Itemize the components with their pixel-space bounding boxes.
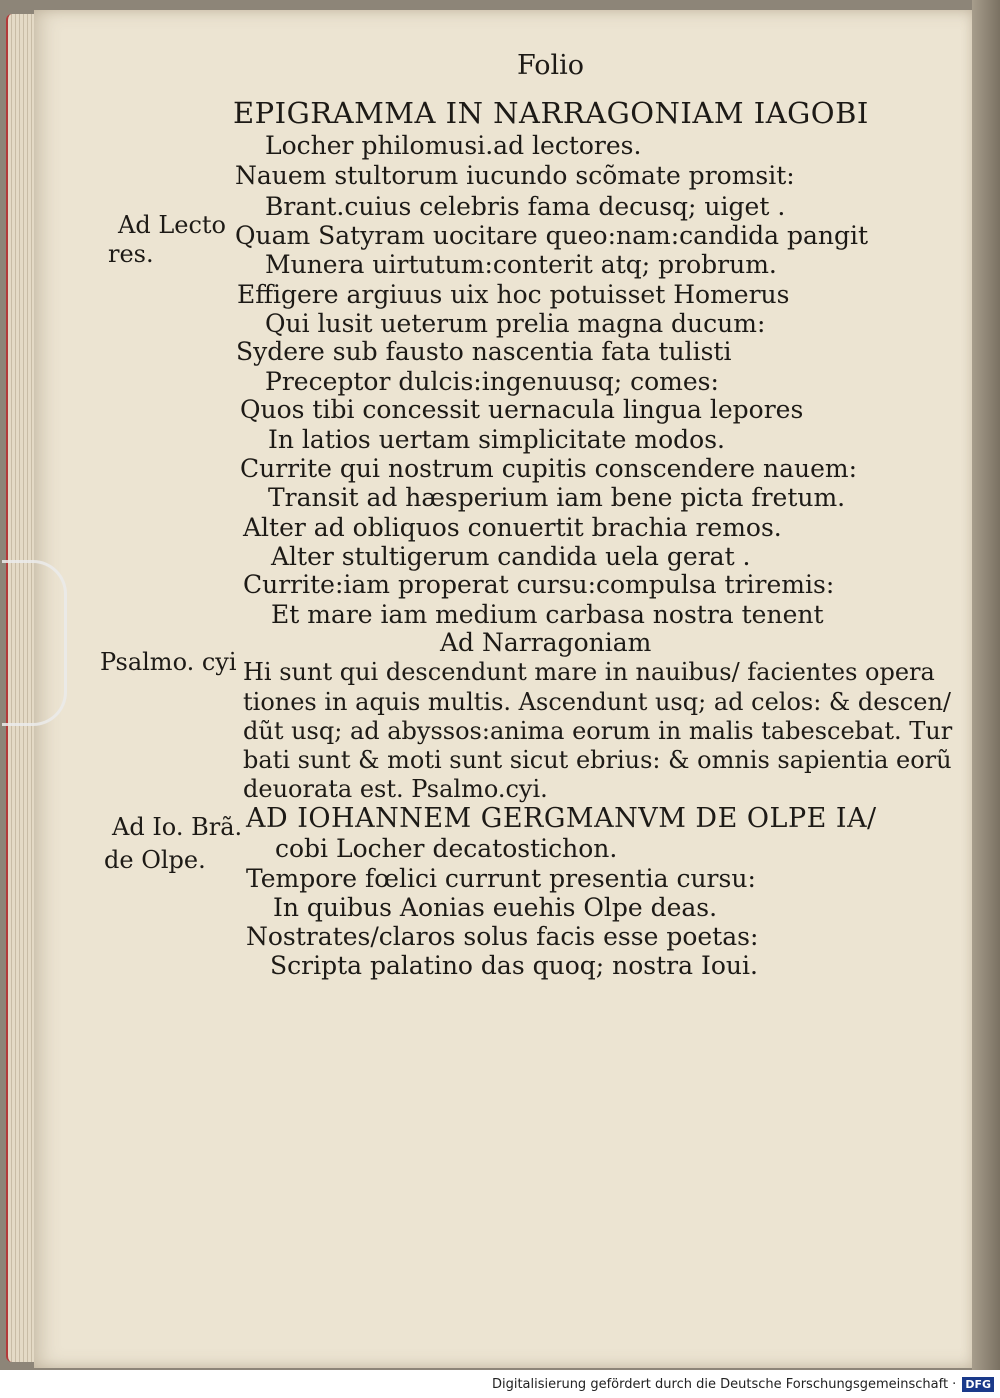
verse-line: In latios uertam simplicitate modos. xyxy=(268,425,725,454)
verse-line: Alter ad obliquos conuertit brachia remos. xyxy=(243,513,782,542)
verse-line: Tempore fœlici currunt presentia cursu: xyxy=(246,864,756,893)
verse-line: Locher philomusi.ad lectores. xyxy=(265,131,642,160)
verse-line: Munera uirtutum:conterit atq; probrum. xyxy=(265,250,777,279)
epigram-title: AD IOHANNEM GERGMANVM DE OLPE IA/ xyxy=(246,803,877,834)
prose-line: bati sunt & moti sunt sicut ebrius: & omnis sapientia eorũ xyxy=(243,746,952,774)
prose-line: Hi sunt qui descendunt mare in nauibus/ facientes opera xyxy=(243,658,935,686)
margin-note: Ad Lecto xyxy=(118,211,226,239)
prose-line: dũt usq; ad abyssos:anima eorum in malis tabescebat. Tur xyxy=(243,717,953,745)
verse-line: Effigere argiuus uix hoc potuisset Homerus xyxy=(237,280,790,309)
verse-line: Sydere sub fausto nascentia fata tulisti xyxy=(236,337,732,366)
margin-note: de Olpe. xyxy=(104,846,206,874)
verse-line: Quam Satyram uocitare queo:nam:candida pangit xyxy=(235,221,869,250)
verse-line: Et mare iam medium carbasa nostra tenent xyxy=(271,600,824,629)
folio-label: Folio xyxy=(517,50,585,81)
verse-line: Currite:iam properat cursu:compulsa triremis: xyxy=(243,570,835,599)
verse-line: Transit ad hæsperium iam bene picta fretum. xyxy=(268,483,846,512)
prose-line: tiones in aquis multis. Ascendunt usq; ad celos: & descen/ xyxy=(243,688,951,716)
verse-line: Currite qui nostrum cupitis conscendere nauem: xyxy=(240,454,858,483)
verse-line: Nostrates/claros solus facis esse poetas: xyxy=(246,922,759,951)
verse-line: Scripta palatino das quoq; nostra Ioui. xyxy=(270,951,758,980)
binding-edge xyxy=(972,0,1000,1370)
epigram-title: EPIGRAMMA IN NARRAGONIAM IAGOBI xyxy=(233,96,869,130)
paper-clip xyxy=(2,560,67,726)
credit-text: Digitalisierung gefördert durch die Deutsche Forschungsgemeinschaft · xyxy=(491,1376,957,1392)
verse-line: Quos tibi concessit uernacula lingua lepores xyxy=(240,395,804,424)
verse-line: Preceptor dulcis:ingenuusq; comes: xyxy=(265,367,719,396)
verse-line: In quibus Aonias euehis Olpe deas. xyxy=(273,893,718,922)
verse-line: Nauem stultorum iucundo scõmate promsit: xyxy=(235,161,795,190)
verse-line: Qui lusit ueterum prelia magna ducum: xyxy=(265,309,766,338)
dfg-logo: DFG xyxy=(962,1377,994,1392)
margin-note: Psalmo. cyi xyxy=(100,648,237,676)
section-title: Ad Narragoniam xyxy=(440,628,652,657)
margin-note: res. xyxy=(108,240,154,268)
margin-note: Ad Io. Brã. xyxy=(112,813,243,841)
verse-line: Alter stultigerum candida uela gerat . xyxy=(271,542,751,571)
verse-line: Brant.cuius celebris fama decusq; uiget . xyxy=(265,192,786,221)
prose-line: deuorata est. Psalmo.cyi. xyxy=(243,775,548,803)
verse-line: cobi Locher decatostichon. xyxy=(275,834,618,863)
digitization-credit-bar xyxy=(0,1370,1000,1398)
